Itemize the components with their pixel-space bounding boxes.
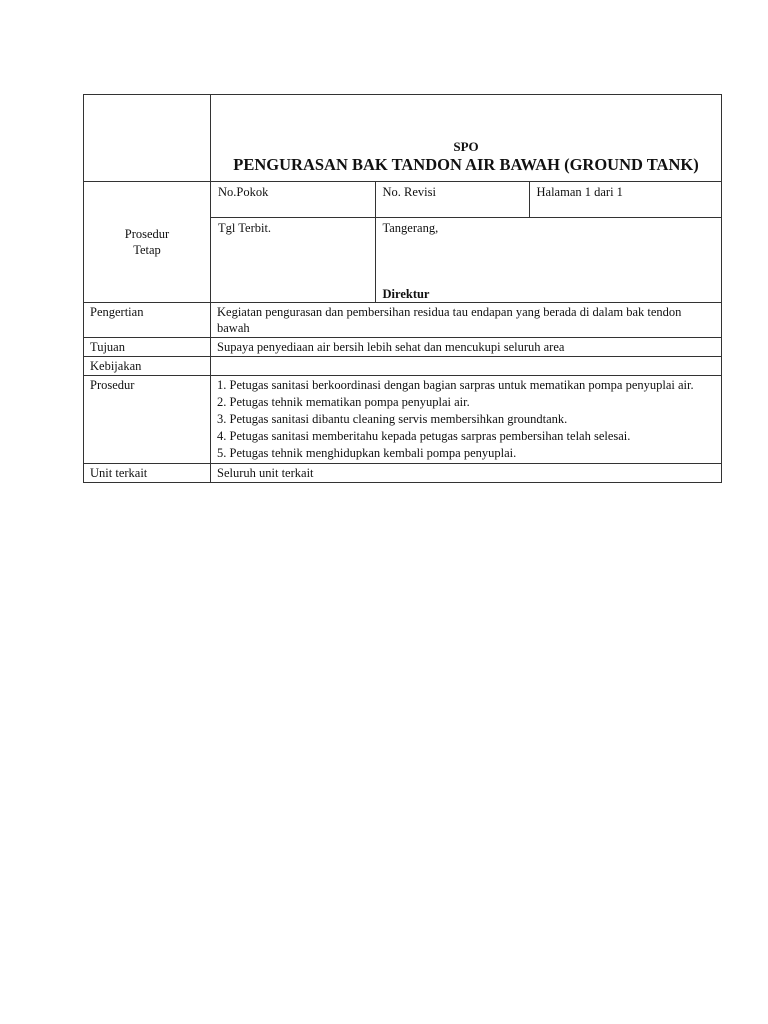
prosedur-step: 3. Petugas sanitasi dibantu cleaning servis membersihkan groundtank. bbox=[217, 412, 568, 426]
tujuan-text: Supaya penyediaan air bersih lebih sehat dan mencukupi seluruh area bbox=[211, 338, 722, 357]
tujuan-label: Tujuan bbox=[84, 338, 211, 357]
prosedur-step: 2. Petugas tehnik mematikan pompa penyuplai air. bbox=[217, 395, 470, 409]
kebijakan-text bbox=[211, 357, 722, 376]
prosedur-tetap-cell bbox=[84, 182, 211, 303]
kebijakan-label: Kebijakan bbox=[84, 357, 211, 376]
pengertian-text: Kegiatan pengurasan dan pembersihan residua tau endapan yang berada di dalam bak tendon bawah bbox=[211, 303, 722, 338]
no-revisi-cell: No. Revisi bbox=[375, 182, 529, 218]
tgl-terbit-cell: Tgl Terbit. bbox=[218, 221, 272, 235]
prosedur-step: 4. Petugas sanitasi memberitahu kepada petugas sarpras pembersihan telah selesai. bbox=[217, 429, 631, 443]
pengertian-label: Pengertian bbox=[84, 303, 211, 338]
title-cell bbox=[211, 95, 722, 182]
logo-cell bbox=[84, 95, 211, 182]
unit-terkait-label: Unit terkait bbox=[84, 464, 211, 483]
prosedur-tetap-line1: Prosedur bbox=[124, 227, 170, 241]
tempat-cell bbox=[375, 218, 721, 303]
spo-label: SPO bbox=[453, 139, 479, 154]
document-title: PENGURASAN BAK TANDON AIR BAWAH (GROUND TANK) bbox=[233, 155, 699, 174]
direktur-label: Direktur bbox=[382, 287, 430, 301]
spo-table bbox=[83, 94, 722, 483]
prosedur-tetap-line2: Tetap bbox=[133, 243, 161, 257]
meta-block bbox=[211, 182, 722, 303]
prosedur-step: 5. Petugas tehnik menghidupkan kembali pompa penyuplai. bbox=[217, 446, 517, 460]
prosedur-steps bbox=[211, 376, 722, 464]
tempat-text: Tangerang, bbox=[382, 221, 439, 235]
spo-document bbox=[83, 94, 722, 483]
prosedur-label: Prosedur bbox=[84, 376, 211, 464]
prosedur-step: 1. Petugas sanitasi berkoordinasi dengan bagian sarpras untuk mematikan pompa penyuplai air. bbox=[217, 378, 694, 392]
no-pokok-cell: No.Pokok bbox=[211, 182, 375, 218]
unit-terkait-text: Seluruh unit terkait bbox=[211, 464, 722, 483]
halaman-cell: Halaman 1 dari 1 bbox=[529, 182, 721, 218]
